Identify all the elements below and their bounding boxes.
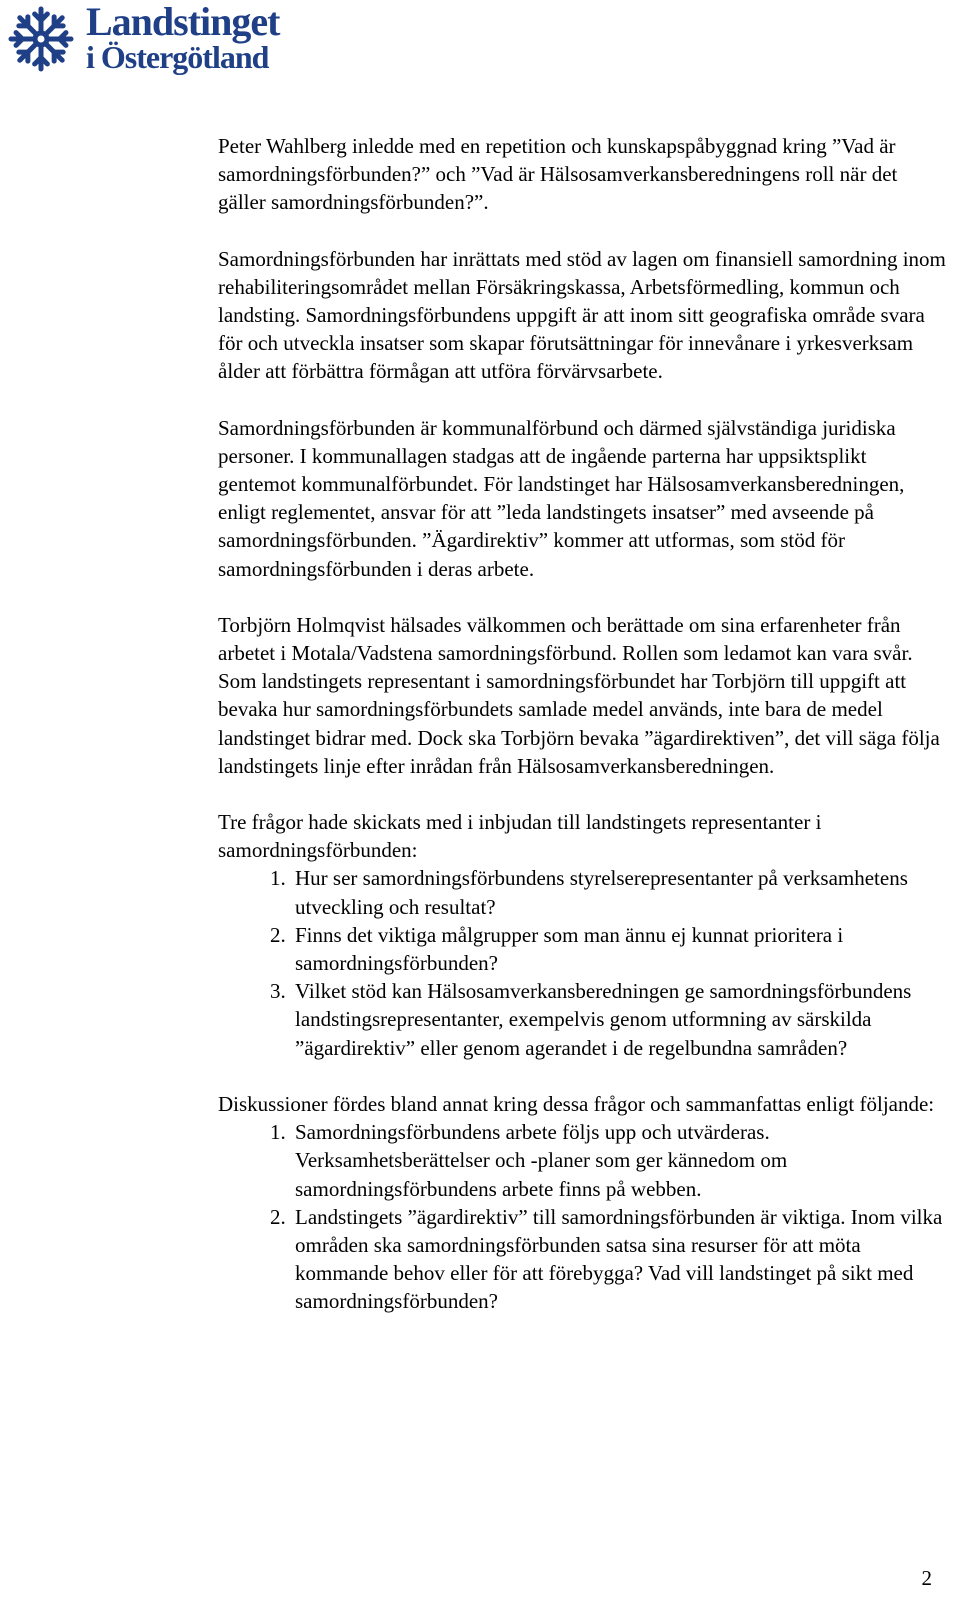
paragraph-discussion-intro: Diskussioner fördes bland annat kring dessa frågor och sammanfattas enligt följande: [218,1091,935,1116]
paragraph-background: Samordningsförbunden har inrättats med stöd av lagen om finansiell samordning inom rehabiliteringsområdet mellan Försäkringskassa, Arbetsförmedling, kommun och landsting. Samordningsförbundens uppgift är att inom sitt geografiska område svara för och utveckla insatser som skapar förutsättningar för innevånare i yrkesverksam ålder att förbättra förmågan att utföra förvärvsarbete. [218,246,946,384]
conclusions-list [218,1118,946,1315]
list-item: 2. Finns det viktiga målgrupper som man ännu ej kunnat prioritera i samordningsförbunden? [291,921,946,977]
logo-title: Landstinget [86,0,280,44]
list-item: 1. Samordningsförbundens arbete följs upp och utvärderas. Verksamhetsberättelser och -planer som ger kännedom om samordningsförbundens arbete finns på webben. [291,1118,946,1203]
logo-subtitle: i Östergötland [86,39,269,75]
list-item: 1. Hur ser samordningsförbundens styrelserepresentanter på verksamhetens utveckling och resultat? [291,864,946,920]
list-item: 3. Vilket stöd kan Hälsosamverkansberedningen ge samordningsförbundens landstingsrepresentanter, exempelvis genom utformning av särskilda ”ägardirektiv” eller genom agerandet i de regelbundna samråden? [291,977,946,1062]
page-number: 2 [921,1566,932,1590]
document-body [218,132,946,1344]
landstinget-logo [4,2,304,74]
paragraph-intro: Peter Wahlberg inledde med en repetition och kunskapspåbyggnad kring ”Vad är samordningsförbunden?” och ”Vad är Hälsosamverkansberedningens roll när det gäller samordningsförbunden?”. [218,134,898,215]
paragraph-questions-intro: Tre frågor hade skickats med i inbjudan till landstingets representanter i samordningsförbunden: [218,810,822,863]
list-item: 2. Landstingets ”ägardirektiv” till samordningsförbunden är viktiga. Inom vilka områden ska samordningsförbunden satsa sina resurser för att möta kommande behov eller för att förebygga? Vad vill landstinget på sikt med samordningsförbunden? [291,1203,946,1316]
paragraph-holmqvist: Torbjörn Holmqvist hälsades välkommen och berättade om sina erfarenheter från arbetet i Motala/Vadstena samordningsförbund. Rollen som ledamot kan vara svår. Som landstingets representant i samordningsförbundet har Torbjörn till uppgift att bevaka hur samordningsförbundets samlade medel används, inte bara de medel landstinget bidrar med. Dock ska Torbjörn bevaka ”ägardirektiven”, det vill säga följa landstingets linje efter inrådan från Hälsosamverkansberedningen. [218,612,940,778]
snowflake-logo-icon [4,4,78,74]
questions-list [218,864,946,1061]
paragraph-legal-status: Samordningsförbunden är kommunalförbund och därmed självständiga juridiska personer. I kommunallagen stadgas att de ingående parterna har uppsiktsplikt gentemot kommunalförbundet. För landstinget har Hälsosamverkansberedningen, enligt reglementet, ansvar för att ”leda landstingets insatser” med avseende på samordningsförbunden. ”Ägardirektiv” kommer att utformas, som stöd för samordningsförbunden i deras arbete. [218,415,905,581]
